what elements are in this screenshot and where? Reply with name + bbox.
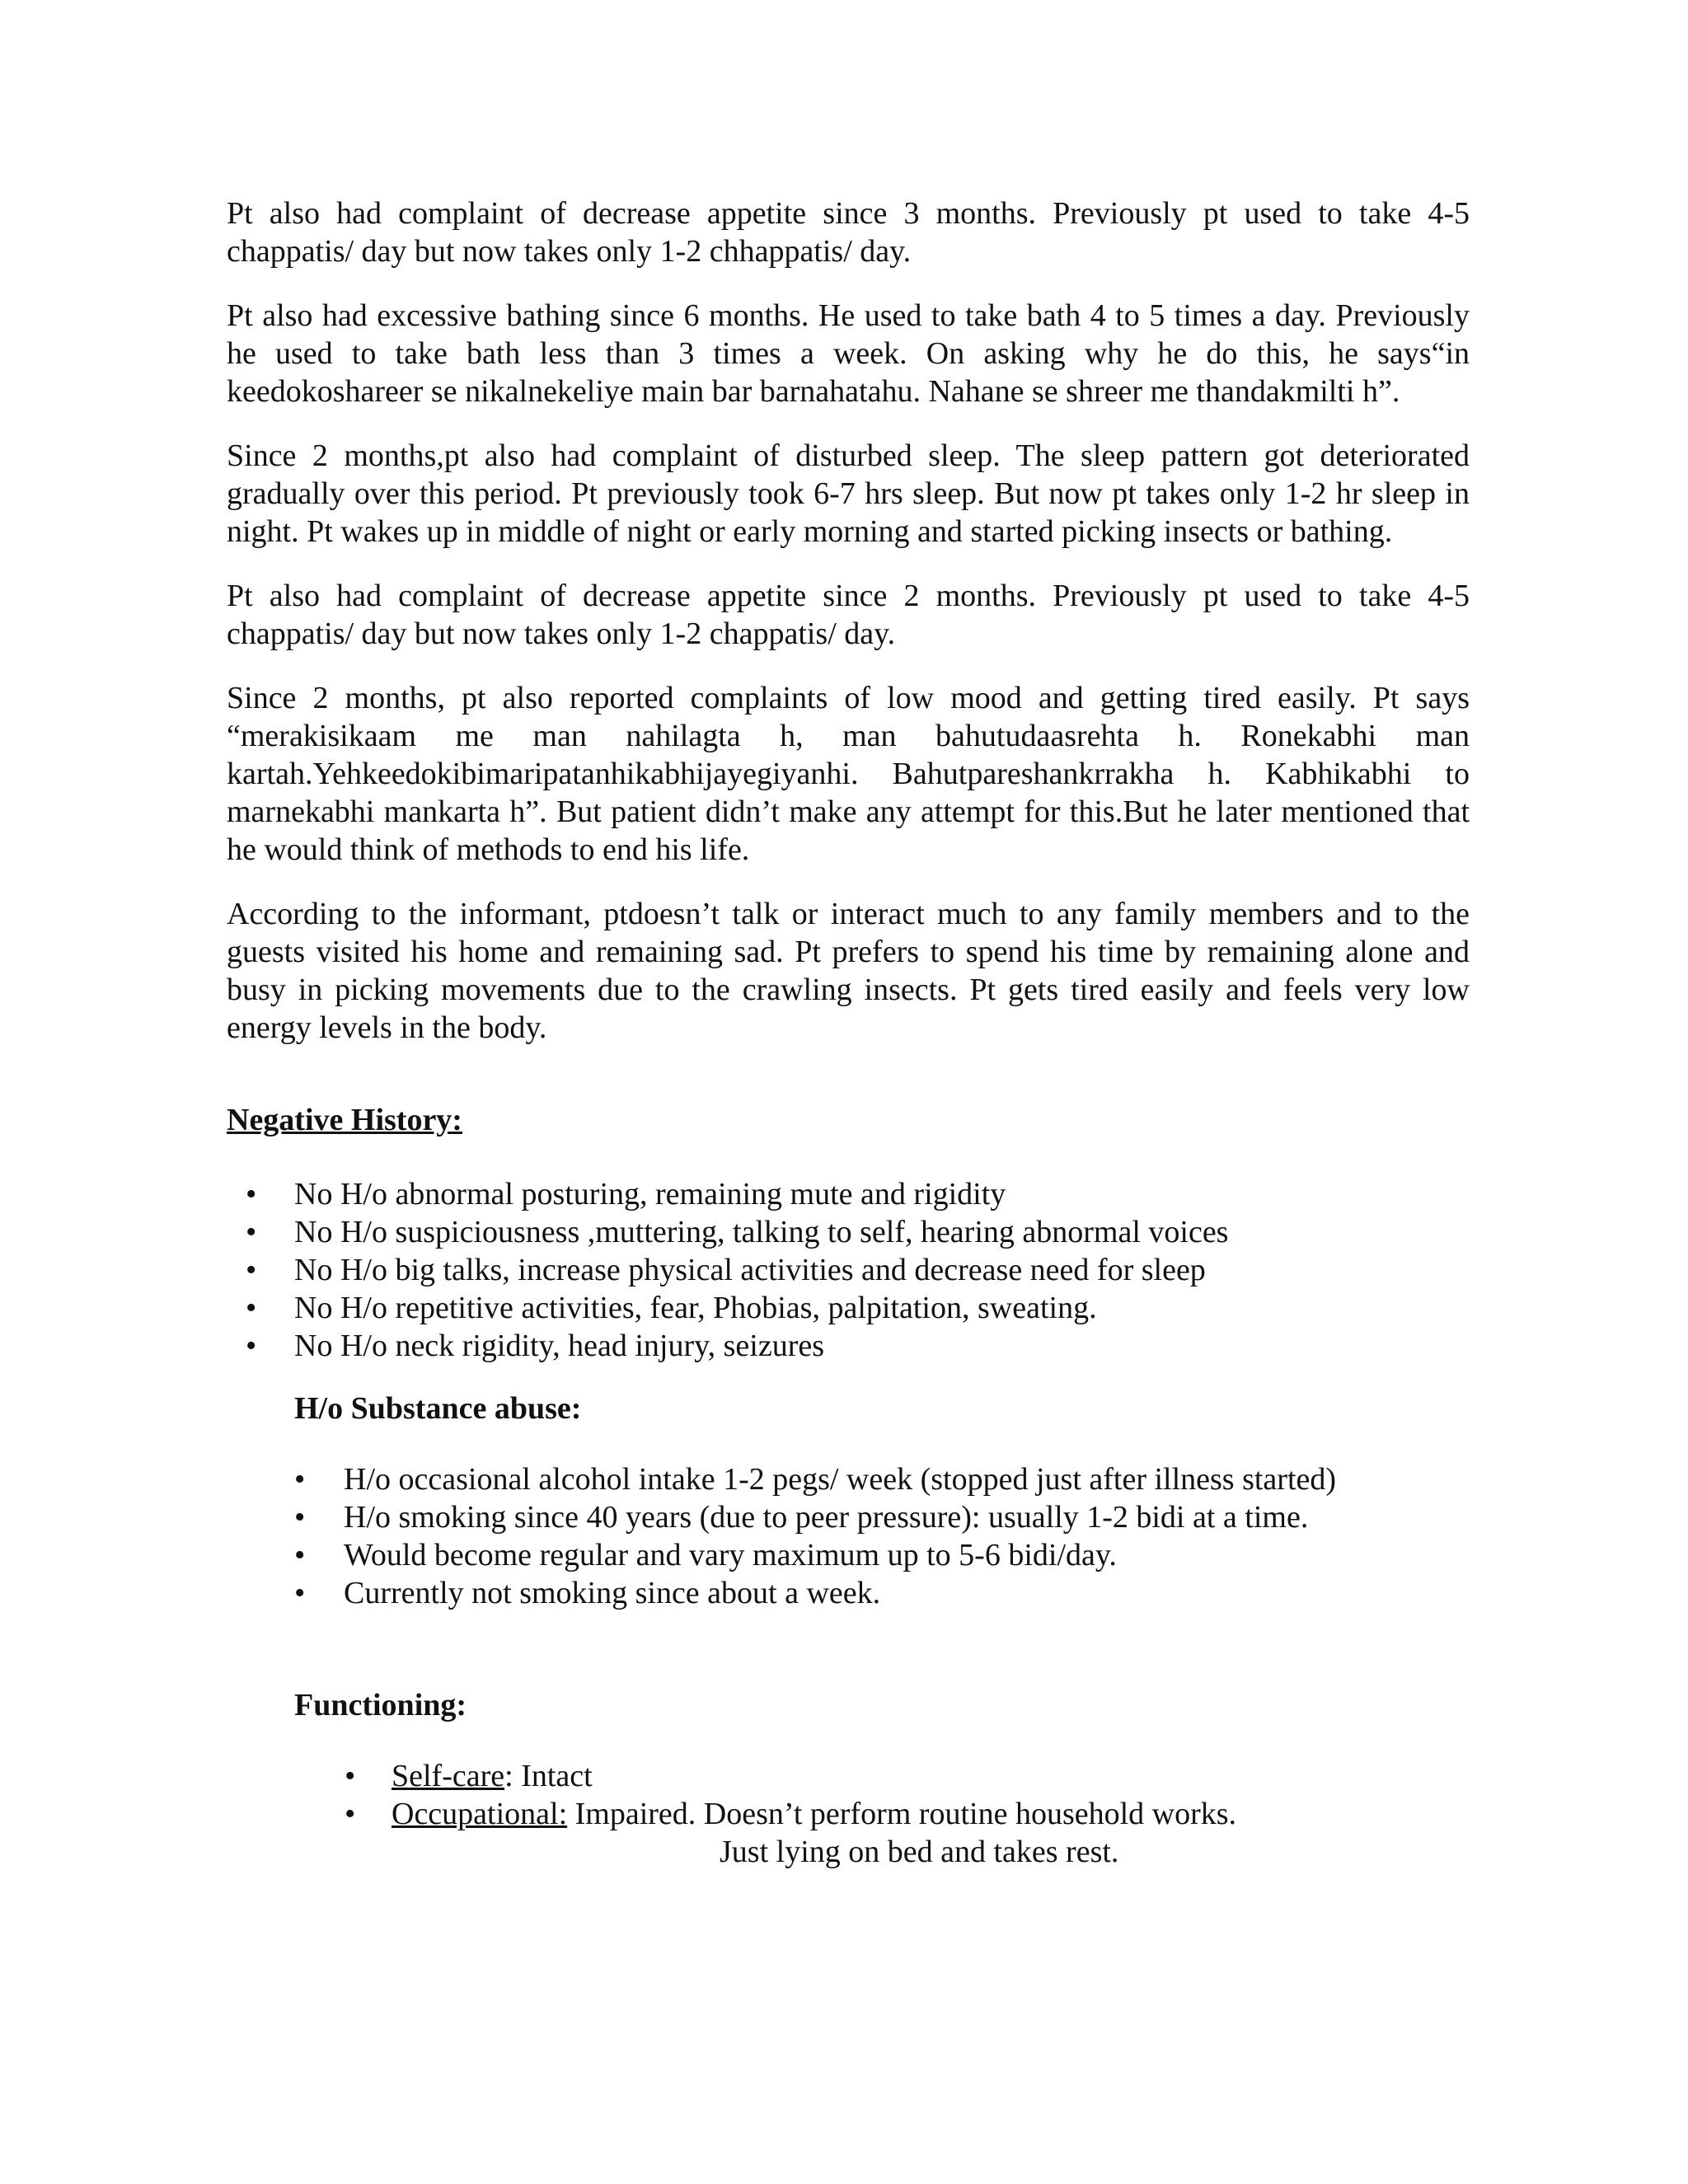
- list-item: [227, 1757, 1470, 1795]
- list-item: [227, 1536, 1470, 1574]
- list-item: [227, 1289, 1470, 1327]
- bullet-icon: •: [294, 1576, 306, 1610]
- bullet-icon: •: [246, 1177, 257, 1212]
- functioning-heading: Functioning:: [294, 1688, 467, 1722]
- bullet-icon: •: [294, 1462, 306, 1497]
- bullet-icon: •: [345, 1797, 356, 1831]
- bullet-icon: •: [294, 1538, 306, 1572]
- bullet-icon: •: [345, 1759, 356, 1793]
- paragraph-appetite-3-months: Pt also had complaint of decrease appetite since 3 months. Previously pt used to take 4-5 chappatis/ day but now takes only 1-2 chhappatis/ day.: [227, 196, 1470, 269]
- functioning-label-self-care: Self-care: [392, 1759, 505, 1793]
- list-item-text: No H/o repetitive activities, fear, Phobias, palpitation, sweating.: [294, 1291, 1097, 1325]
- functioning-list: [227, 1757, 1470, 1833]
- list-item-text: Would become regular and vary maximum up to 5-6 bidi/day.: [344, 1538, 1117, 1572]
- list-item: [227, 1460, 1470, 1498]
- functioning-continuation: Just lying on bed and takes rest.: [720, 1835, 1119, 1869]
- list-item-text: No H/o big talks, increase physical activities and decrease need for sleep: [294, 1253, 1206, 1287]
- list-item: [227, 1213, 1470, 1251]
- functioning-separator: [567, 1797, 575, 1831]
- bullet-icon: •: [294, 1500, 306, 1535]
- list-item-text: No H/o abnormal posturing, remaining mute and rigidity: [294, 1177, 1006, 1212]
- list-item-text: No H/o suspiciousness ,muttering, talking to self, hearing abnormal voices: [294, 1215, 1229, 1249]
- functioning-value-self-care: Intact: [521, 1759, 593, 1793]
- paragraph-informant: According to the informant, ptdoesn’t talk or interact much to any family members and to the guests visited his home and remaining sad. Pt prefers to spend his time by remaining alone and busy in picking movements due to the crawling insects. Pt gets tired easily and feels very low energy levels in the body.: [227, 897, 1470, 1045]
- list-item: [227, 1574, 1470, 1612]
- negative-history-list: [227, 1175, 1470, 1365]
- list-item: [227, 1498, 1470, 1536]
- list-item: [227, 1327, 1470, 1365]
- bullet-icon: •: [246, 1253, 257, 1287]
- list-item-text: No H/o neck rigidity, head injury, seizures: [294, 1329, 825, 1363]
- paragraph-disturbed-sleep: Since 2 months,pt also had complaint of disturbed sleep. The sleep pattern got deteriorated gradually over this period. Pt previously took 6-7 hrs sleep. But now pt takes only 1-2 hr sleep in night. Pt wakes up in middle of night or early morning and started picking insects or bathing.: [227, 438, 1470, 549]
- list-item: [227, 1175, 1470, 1213]
- paragraph-appetite-2-months: Pt also had complaint of decrease appetite since 2 months. Previously pt used to take 4-5 chappatis/ day but now takes only 1-2 chappatis/ day.: [227, 579, 1470, 651]
- list-item-text: H/o occasional alcohol intake 1-2 pegs/ week (stopped just after illness started): [344, 1462, 1337, 1497]
- list-item-text: H/o smoking since 40 years (due to peer pressure): usually 1-2 bidi at a time.: [344, 1500, 1309, 1535]
- paragraph-excessive-bathing: Pt also had excessive bathing since 6 months. He used to take bath 4 to 5 times a day. Previously he used to take bath less than 3 times a week. On asking why he do this, he says“in keedokoshareer se nikalnekeliye main bar barnahatahu. Nahane se shreer me thandakmilti h”.: [227, 298, 1470, 409]
- list-item: [227, 1795, 1470, 1833]
- bullet-icon: •: [246, 1215, 257, 1249]
- list-item-text: Currently not smoking since about a week.: [344, 1576, 881, 1610]
- bullet-icon: •: [246, 1329, 257, 1363]
- functioning-label-occupational: Occupational:: [392, 1797, 568, 1831]
- list-item: [227, 1251, 1470, 1289]
- functioning-separator: :: [504, 1759, 522, 1793]
- substance-abuse-heading: H/o Substance abuse:: [294, 1391, 582, 1426]
- negative-history-heading: Negative History:: [227, 1103, 462, 1137]
- bullet-icon: •: [246, 1291, 257, 1325]
- document-content: [227, 194, 1470, 1871]
- paragraph-low-mood: Since 2 months, pt also reported complaints of low mood and getting tired easily. Pt says “merakisikaam me man nahilagta h, man bahutudaasrehta h. Ronekabhi man kartah.Yehkeedokibimaripatanhikabhijayegiyanhi. Bahutpareshankrrakha h. Kabhikabhi to marnekabhi mankarta h”. But patient didn’t make any attempt for this.But he later mentioned that he would think of methods to end his life.: [227, 681, 1470, 867]
- functioning-value-occupational: Impaired. Doesn’t perform routine household works.: [574, 1797, 1237, 1831]
- substance-abuse-list: [227, 1460, 1470, 1612]
